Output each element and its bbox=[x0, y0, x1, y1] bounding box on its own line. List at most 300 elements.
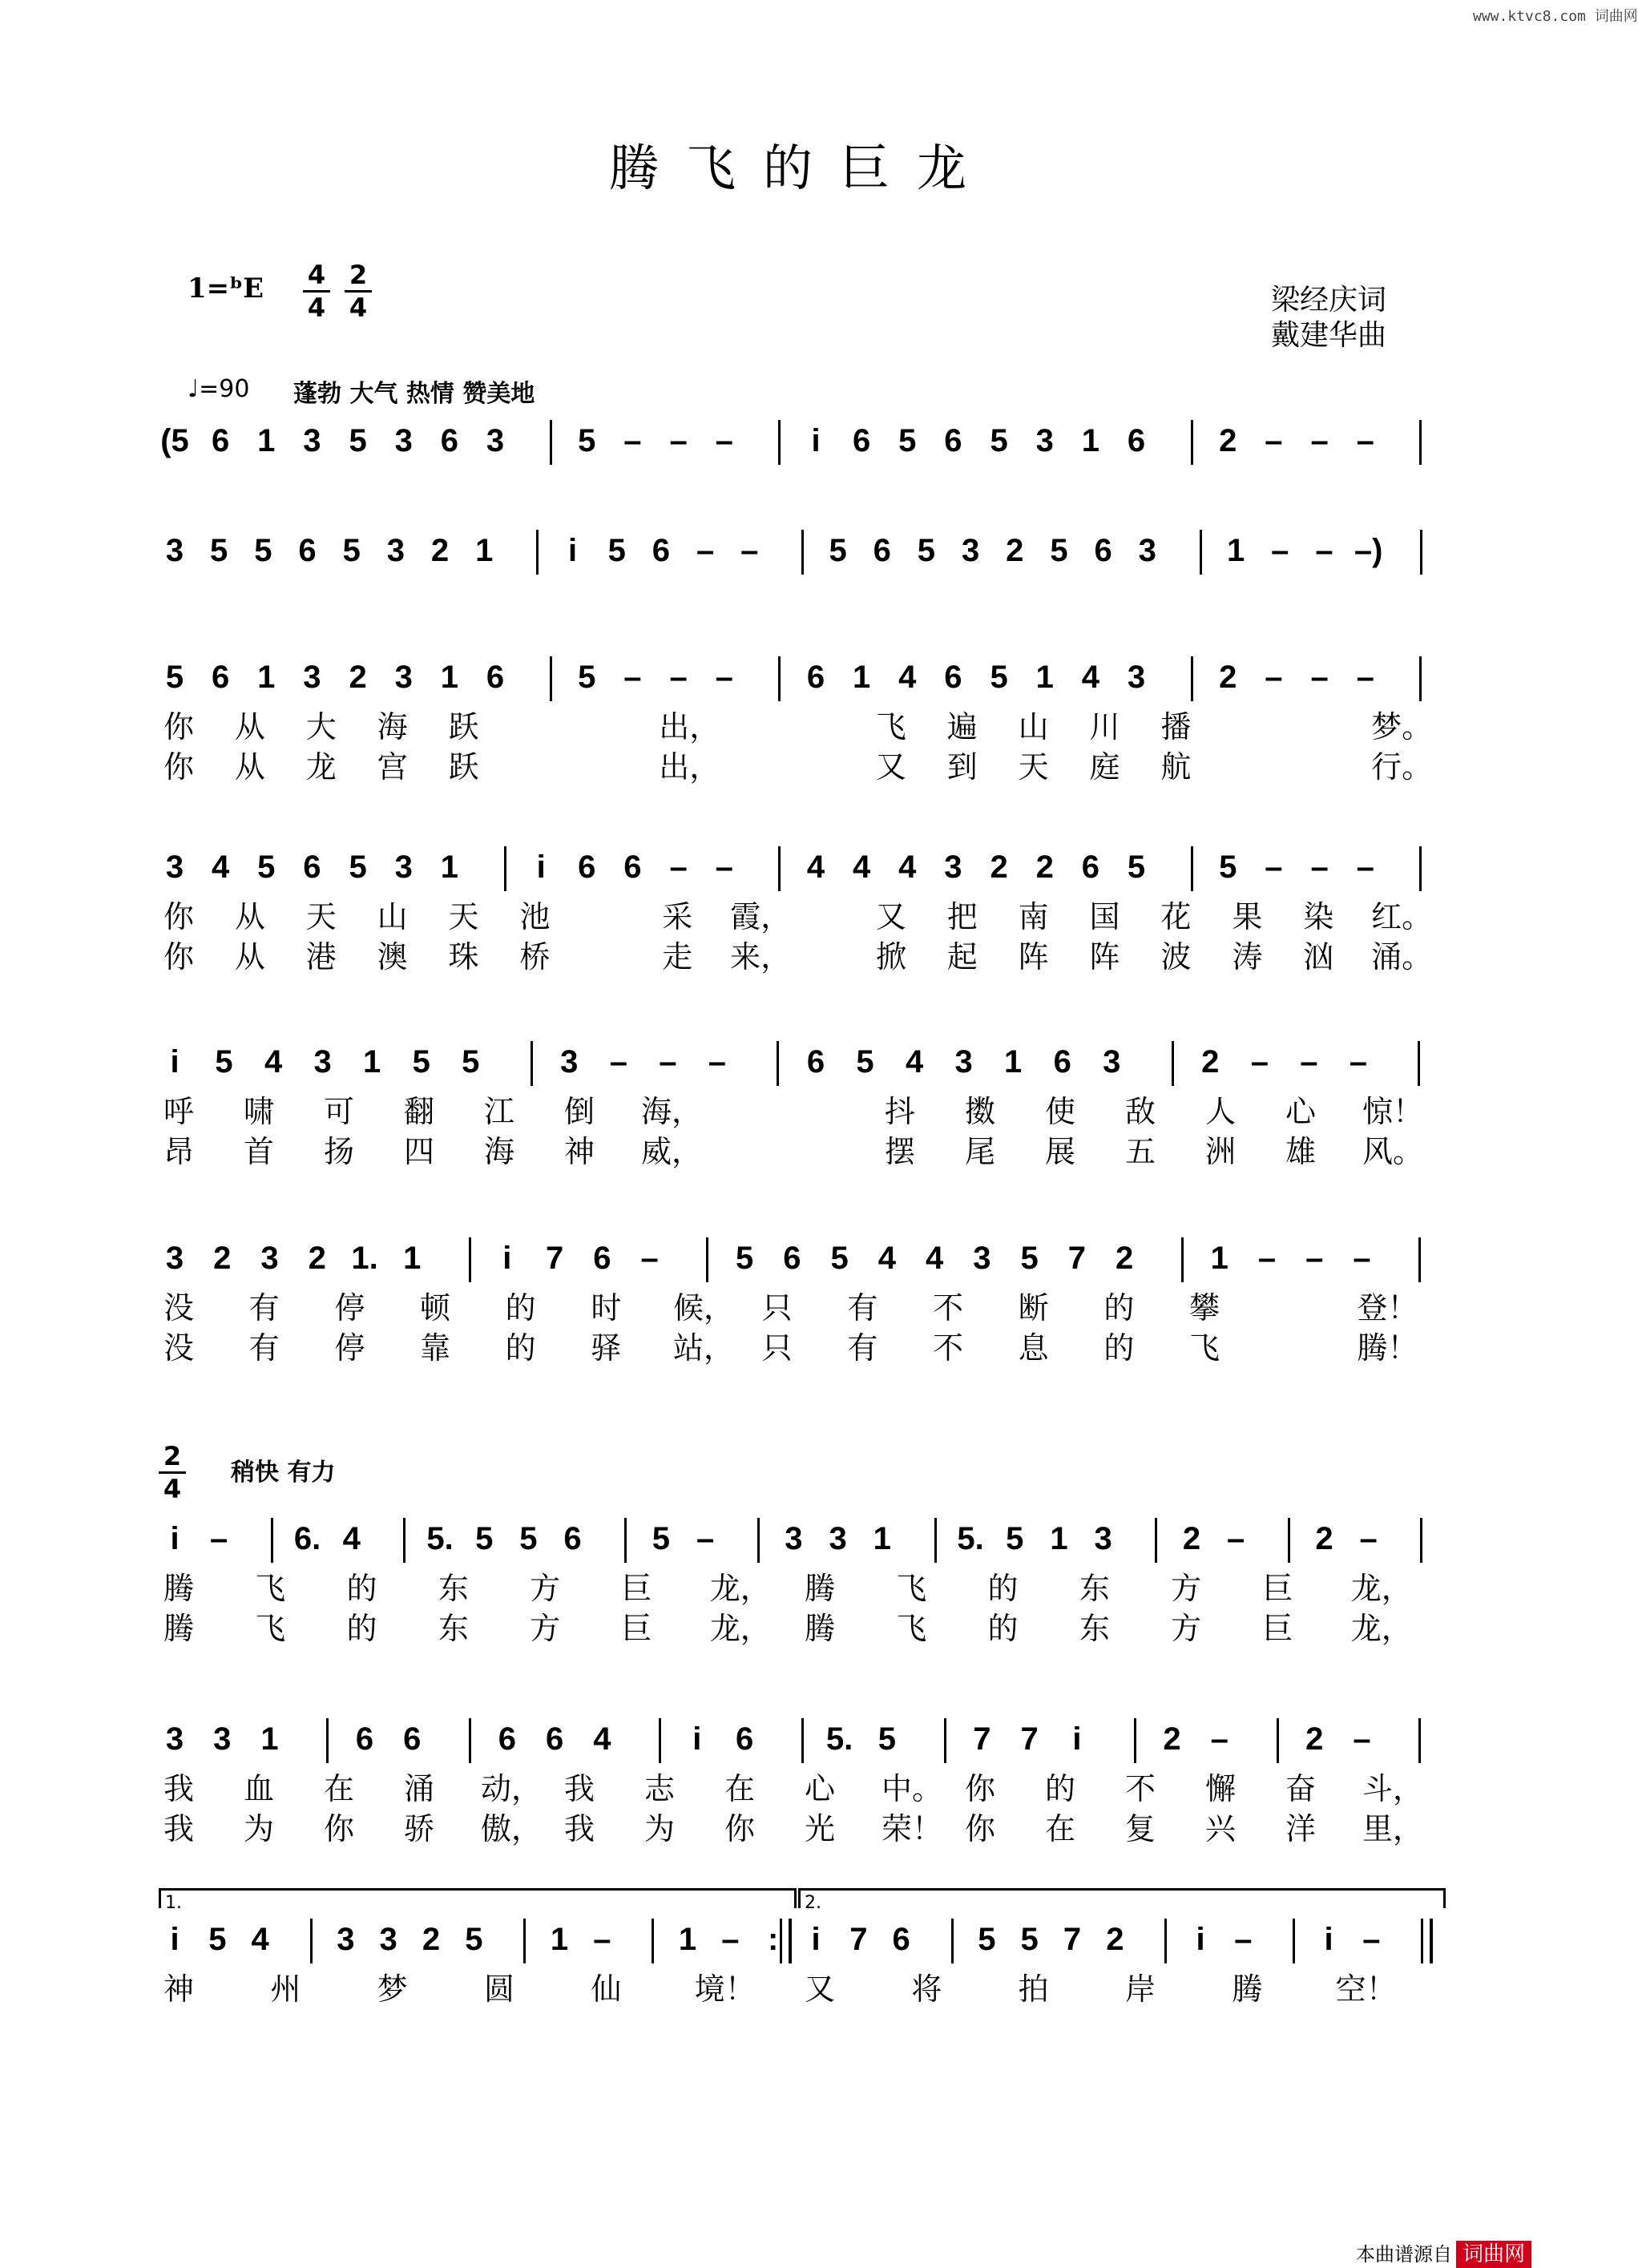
note: 1 bbox=[257, 660, 276, 695]
note: 5 bbox=[349, 849, 367, 885]
note: 2 bbox=[1035, 849, 1054, 885]
lyric-verse2: 起 bbox=[946, 939, 978, 975]
barline bbox=[550, 656, 555, 701]
note: – bbox=[1265, 423, 1283, 458]
lyric-verse1: 方 bbox=[1171, 1571, 1202, 1606]
note: 4 bbox=[342, 1521, 361, 1556]
note: 3 bbox=[313, 1044, 332, 1080]
time-signature-1 bbox=[303, 261, 330, 321]
note: 3 bbox=[1094, 1521, 1112, 1556]
lyric-verse2: 风。 bbox=[1362, 1134, 1424, 1169]
note: 2 bbox=[990, 849, 1008, 885]
lyric-verse2: 有 bbox=[847, 1330, 878, 1366]
note: i bbox=[502, 1241, 512, 1276]
lyric-verse2: 息 bbox=[1018, 1330, 1049, 1366]
barline bbox=[951, 1919, 956, 1963]
barline bbox=[469, 1718, 474, 1763]
barline bbox=[778, 846, 783, 891]
note: 6 bbox=[1053, 1044, 1071, 1080]
lyric-verse1: 岸 bbox=[1124, 1971, 1156, 2007]
lyric-verse1: 顿 bbox=[419, 1290, 450, 1326]
ending-1-bracket bbox=[159, 1888, 797, 1908]
time-sig-2-numerator: 2 bbox=[349, 260, 368, 290]
lyric-verse2: 停 bbox=[334, 1330, 365, 1366]
note: 5 bbox=[412, 1044, 430, 1080]
section2-time-numerator: 2 bbox=[163, 1441, 182, 1471]
lyric-verse2: 龙， bbox=[709, 1611, 771, 1646]
barline bbox=[801, 1718, 806, 1763]
note: – bbox=[721, 1922, 740, 1957]
note: 3 bbox=[165, 1241, 184, 1276]
barline bbox=[536, 530, 541, 575]
note: 3 bbox=[165, 849, 184, 885]
note: i bbox=[692, 1721, 702, 1757]
note: 6 bbox=[212, 423, 230, 458]
composer-credit: 戴建华曲 bbox=[1271, 319, 1387, 352]
lyric-verse1: 擞 bbox=[964, 1094, 995, 1129]
lyric-verse2: 巨 bbox=[1262, 1611, 1293, 1646]
lyric-verse1: 腾 bbox=[804, 1571, 835, 1606]
note: 5 bbox=[829, 533, 847, 568]
note: 4 bbox=[853, 849, 871, 885]
note: 5 bbox=[1219, 849, 1237, 885]
note: 2 bbox=[213, 1241, 232, 1276]
note: 6 bbox=[403, 1721, 422, 1757]
note: 2 bbox=[349, 660, 367, 695]
lyric-verse1: 人 bbox=[1204, 1094, 1236, 1129]
note: 6 bbox=[873, 533, 891, 568]
barline bbox=[944, 1718, 949, 1763]
note: i bbox=[811, 1922, 821, 1957]
lyric-verse1: 龙， bbox=[709, 1571, 771, 1606]
lyric-verse2: 庭 bbox=[1089, 749, 1120, 785]
note: 3 bbox=[961, 533, 980, 568]
lyric-verse2: 为 bbox=[644, 1811, 675, 1846]
note: 5 bbox=[342, 533, 361, 568]
lyric-verse2: 海 bbox=[483, 1134, 514, 1169]
note: 3 bbox=[1127, 660, 1146, 695]
note: 3 bbox=[785, 1521, 803, 1556]
lyric-verse2: 珠 bbox=[448, 939, 479, 975]
lyric-verse1: 境！ bbox=[694, 1971, 756, 2007]
lyric-verse2: 洲 bbox=[1204, 1134, 1236, 1169]
ending-2-label: 2. bbox=[805, 1893, 821, 1913]
note: 3 bbox=[165, 533, 184, 568]
lyric-verse2: 你 bbox=[163, 939, 194, 975]
note: 1 bbox=[1227, 533, 1245, 568]
watermark-top: www.ktvc8.com 词曲网 bbox=[1473, 8, 1638, 25]
lyric-verse1: 又 bbox=[804, 1971, 835, 2007]
lyric-verse1: 懈 bbox=[1204, 1771, 1236, 1806]
lyric-verse2: 腾 bbox=[804, 1611, 835, 1646]
lyric-verse2: 掀 bbox=[875, 939, 906, 975]
lyric-verse2: 展 bbox=[1044, 1134, 1075, 1169]
barline bbox=[403, 1518, 408, 1563]
note: – bbox=[210, 1521, 228, 1556]
lyric-verse2: 没 bbox=[163, 1330, 194, 1366]
note: 3 bbox=[394, 423, 413, 458]
note: 5 bbox=[1050, 533, 1068, 568]
barline bbox=[504, 846, 509, 891]
lyric-verse1: 在 bbox=[724, 1771, 755, 1806]
note: 1 bbox=[1050, 1521, 1068, 1556]
barline bbox=[531, 1041, 535, 1086]
note: 6 bbox=[652, 533, 671, 568]
note: 5 bbox=[208, 1922, 227, 1957]
note: 5 bbox=[856, 1044, 874, 1080]
lyric-verse2: 出， bbox=[659, 749, 720, 785]
lyric-verse1: 圆 bbox=[483, 1971, 514, 2007]
barline bbox=[1293, 1919, 1297, 1963]
lyric-verse2: 摆 bbox=[884, 1134, 915, 1169]
note: 4 bbox=[264, 1044, 283, 1080]
note: 4 bbox=[878, 1241, 896, 1276]
lyric-verse2: 飞 bbox=[255, 1611, 286, 1646]
note: 6 bbox=[806, 1044, 825, 1080]
note: 4 bbox=[806, 849, 825, 885]
note: – bbox=[1356, 849, 1374, 885]
lyric-verse1: 时 bbox=[591, 1290, 622, 1326]
lyric-verse2: 雄 bbox=[1285, 1134, 1316, 1169]
lyric-verse2: 洋 bbox=[1285, 1811, 1316, 1846]
note: – bbox=[1310, 423, 1329, 458]
lyric-verse1: 飞 bbox=[896, 1571, 927, 1606]
lyric-verse2: 扬 bbox=[323, 1134, 354, 1169]
note: 2 bbox=[1116, 1241, 1134, 1276]
note: 6 bbox=[1081, 849, 1099, 885]
lyric-verse1: 敌 bbox=[1124, 1094, 1156, 1129]
note: 4 bbox=[926, 1241, 944, 1276]
lyric-verse1: 志 bbox=[644, 1771, 675, 1806]
note: 2 bbox=[308, 1241, 326, 1276]
note: 5 bbox=[652, 1521, 671, 1556]
lyric-verse1: 在 bbox=[323, 1771, 354, 1806]
note: – bbox=[696, 1521, 715, 1556]
note: – bbox=[1300, 1044, 1318, 1080]
note: 4 bbox=[905, 1044, 924, 1080]
note: 6 bbox=[944, 660, 962, 695]
ending-1-label: 1. bbox=[165, 1893, 182, 1913]
barline bbox=[271, 1518, 276, 1563]
lyric-verse2: 澳 bbox=[377, 939, 408, 975]
note: 2 bbox=[1163, 1721, 1181, 1757]
barline bbox=[1419, 656, 1424, 701]
key-signature: 1=ᵇE bbox=[188, 272, 264, 305]
lyric-verse1: 心 bbox=[1285, 1094, 1316, 1129]
ending-2-bracket bbox=[798, 1888, 1446, 1908]
note: i bbox=[811, 423, 821, 458]
note: 6 bbox=[486, 660, 505, 695]
barline bbox=[1420, 530, 1425, 575]
lyric-verse1: 你 bbox=[163, 899, 194, 934]
lyric-verse1: 攀 bbox=[1188, 1290, 1220, 1326]
lyric-verse2: 东 bbox=[438, 1611, 469, 1646]
note: i bbox=[1324, 1922, 1333, 1957]
lyric-verse1: 遍 bbox=[946, 709, 978, 745]
note: 3 bbox=[260, 1241, 279, 1276]
barline bbox=[469, 1237, 474, 1282]
note: – bbox=[1353, 1721, 1371, 1757]
note: 5 bbox=[990, 423, 1008, 458]
lyric-verse2: 荣！ bbox=[882, 1811, 943, 1846]
note: 2 bbox=[422, 1922, 441, 1957]
barline bbox=[1419, 420, 1424, 465]
note: – bbox=[715, 849, 733, 885]
note: 1 bbox=[363, 1044, 381, 1080]
lyric-verse2: 首 bbox=[243, 1134, 274, 1169]
note: – bbox=[715, 660, 733, 695]
lyric-verse2: 从 bbox=[234, 749, 265, 785]
note: 1 bbox=[257, 423, 276, 458]
note: 3 bbox=[1103, 1044, 1121, 1080]
lyric-verse1: 神 bbox=[163, 1971, 194, 2007]
note: 5 bbox=[1020, 1241, 1039, 1276]
lyric-verse1: 动， bbox=[481, 1771, 543, 1806]
note: 5. bbox=[426, 1521, 454, 1556]
note: 3 bbox=[829, 1521, 847, 1556]
note: 1 bbox=[260, 1721, 279, 1757]
lyric-verse1: 龙， bbox=[1350, 1571, 1412, 1606]
barline bbox=[777, 1041, 781, 1086]
lyric-verse2: 站， bbox=[673, 1330, 735, 1366]
note: –) bbox=[1354, 533, 1383, 568]
barline bbox=[1164, 1919, 1169, 1963]
barline bbox=[1172, 1041, 1176, 1086]
note: 5 bbox=[917, 533, 936, 568]
lyric-verse1: 停 bbox=[334, 1290, 365, 1326]
lyric-verse2: 骄 bbox=[403, 1811, 434, 1846]
note: 1 bbox=[403, 1241, 422, 1276]
lyric-verse1: 从 bbox=[234, 899, 265, 934]
barline bbox=[1288, 1518, 1293, 1563]
section2-time-denominator: 4 bbox=[163, 1474, 182, 1504]
lyric-verse1: 的 bbox=[987, 1571, 1019, 1606]
lyric-verse2: 的 bbox=[987, 1611, 1019, 1646]
note: 5. bbox=[825, 1721, 853, 1757]
note: 3 bbox=[303, 423, 321, 458]
note: – bbox=[1310, 849, 1329, 885]
note: – bbox=[1234, 1922, 1253, 1957]
note: 4 bbox=[593, 1721, 611, 1757]
note: 4 bbox=[898, 849, 917, 885]
note: 2 bbox=[430, 533, 450, 568]
note: 6 bbox=[892, 1922, 910, 1957]
note: 3 bbox=[379, 1922, 397, 1957]
lyric-verse2: 宫 bbox=[377, 749, 408, 785]
barline bbox=[706, 1237, 711, 1282]
lyric-verse2: 港 bbox=[305, 939, 337, 975]
lyric-verse1: 海 bbox=[377, 709, 408, 745]
lyric-verse1: 斗， bbox=[1362, 1771, 1424, 1806]
note: 3 bbox=[386, 533, 405, 568]
lyric-verse2: 东 bbox=[1079, 1611, 1110, 1646]
lyric-verse1: 我 bbox=[163, 1771, 194, 1806]
note: – bbox=[1310, 660, 1329, 695]
note: – bbox=[669, 849, 688, 885]
note: 2 bbox=[1219, 660, 1237, 695]
note: 3 bbox=[1035, 423, 1054, 458]
note: – bbox=[669, 660, 688, 695]
note: 6 bbox=[806, 660, 825, 695]
note: 1 bbox=[440, 849, 458, 885]
note: 7 bbox=[1063, 1922, 1082, 1957]
note: 5 bbox=[257, 849, 276, 885]
note: 6 bbox=[578, 849, 596, 885]
song-title: 腾飞的巨龙 bbox=[608, 139, 994, 197]
lyric-verse1: 我 bbox=[563, 1771, 595, 1806]
barline bbox=[1181, 1237, 1186, 1282]
lyric-verse2: 你 bbox=[323, 1811, 354, 1846]
lyric-verse1: 梦。 bbox=[1371, 709, 1433, 745]
note: i bbox=[536, 849, 546, 885]
note: 3 bbox=[944, 849, 962, 885]
lyric-verse1: 惊！ bbox=[1362, 1094, 1424, 1129]
note: – bbox=[1271, 533, 1289, 568]
note: 4 bbox=[1081, 660, 1099, 695]
lyric-verse1: 把 bbox=[946, 899, 978, 934]
lyric-verse2: 涌。 bbox=[1371, 939, 1433, 975]
note: 5 bbox=[830, 1241, 849, 1276]
note: – bbox=[696, 533, 715, 568]
lyric-verse2: 波 bbox=[1160, 939, 1192, 975]
lyric-verse2: 飞 bbox=[896, 1611, 927, 1646]
note: – bbox=[1250, 1044, 1269, 1080]
note: – bbox=[609, 1044, 627, 1080]
lyric-verse2: 只 bbox=[761, 1330, 793, 1366]
lyric-verse1: 可 bbox=[323, 1094, 354, 1129]
note: 6 bbox=[212, 660, 230, 695]
note: – bbox=[1265, 660, 1283, 695]
note: 5 bbox=[578, 423, 596, 458]
barline bbox=[652, 1919, 656, 1963]
lyric-verse1: 登！ bbox=[1357, 1290, 1418, 1326]
lyric-verse2: 方 bbox=[1171, 1611, 1202, 1646]
note: – bbox=[1349, 1044, 1368, 1080]
barline bbox=[1419, 846, 1424, 891]
note: 2 bbox=[1315, 1521, 1333, 1556]
lyric-verse1: 红。 bbox=[1371, 899, 1433, 934]
lyric-verse2: 天 bbox=[1018, 749, 1049, 785]
lyric-verse2: 巨 bbox=[621, 1611, 652, 1646]
note: 5 bbox=[1006, 1521, 1024, 1556]
note: 1 bbox=[1081, 423, 1099, 458]
lyric-verse1: 奋 bbox=[1285, 1771, 1316, 1806]
note: 4 bbox=[898, 660, 917, 695]
note: i bbox=[170, 1521, 180, 1556]
barline bbox=[310, 1919, 315, 1963]
lyric-verse1: 州 bbox=[270, 1971, 301, 2007]
lyric-verse1: 只 bbox=[761, 1290, 793, 1326]
lyric-verse2: 不 bbox=[932, 1330, 963, 1366]
note: 3 bbox=[165, 1721, 184, 1757]
lyric-verse2: 你 bbox=[724, 1811, 755, 1846]
lyric-verse1: 的 bbox=[1103, 1290, 1135, 1326]
lyric-verse2: 龙， bbox=[1350, 1611, 1412, 1646]
note: – bbox=[640, 1241, 659, 1276]
lyric-verse1: 国 bbox=[1089, 899, 1120, 934]
lyric-verse1: 候， bbox=[673, 1290, 735, 1326]
barline bbox=[1191, 420, 1196, 465]
note: i bbox=[1072, 1721, 1082, 1757]
note: 1 bbox=[1035, 660, 1054, 695]
barline bbox=[1418, 1041, 1422, 1086]
lyric-verse1: 巨 bbox=[621, 1571, 652, 1606]
note: 5 bbox=[465, 1922, 483, 1957]
lyric-verse2: 腾 bbox=[163, 1611, 194, 1646]
note: 5 bbox=[878, 1721, 896, 1757]
lyric-verse2: 靠 bbox=[419, 1330, 450, 1366]
lyric-verse2: 行。 bbox=[1371, 749, 1433, 785]
note: – bbox=[715, 423, 733, 458]
barline bbox=[1191, 846, 1196, 891]
note: 3 bbox=[394, 660, 413, 695]
note: 6 bbox=[1127, 423, 1146, 458]
note: – bbox=[1362, 1922, 1381, 1957]
barline bbox=[550, 420, 555, 465]
note: 6 bbox=[298, 533, 317, 568]
note: 5 bbox=[462, 1044, 480, 1080]
note: – bbox=[740, 533, 759, 568]
tempo-mark: ♩=90 bbox=[188, 375, 250, 403]
lyric-verse2: 尾 bbox=[964, 1134, 995, 1169]
note: 1 bbox=[550, 1922, 569, 1957]
lyric-verse1: 采 bbox=[662, 899, 693, 934]
lyric-verse2: 里， bbox=[1362, 1811, 1424, 1846]
lyricist-credit: 梁经庆词 bbox=[1271, 284, 1387, 317]
lyric-verse1: 跃 bbox=[448, 709, 479, 745]
note: 2 bbox=[1305, 1721, 1324, 1757]
lyric-verse1: 东 bbox=[1079, 1571, 1110, 1606]
lyric-verse1: 染 bbox=[1303, 899, 1334, 934]
lyric-verse1: 天 bbox=[448, 899, 479, 934]
note: 7 bbox=[973, 1721, 991, 1757]
note: 6. bbox=[293, 1521, 321, 1556]
lyric-verse1: 飞 bbox=[875, 709, 906, 745]
lyric-verse1: 池 bbox=[519, 899, 551, 934]
note: 5 bbox=[978, 1922, 996, 1957]
lyric-verse2: 在 bbox=[1044, 1811, 1075, 1846]
lyric-verse2: 汹 bbox=[1303, 939, 1334, 975]
barline bbox=[326, 1718, 331, 1763]
note: 6 bbox=[735, 1721, 754, 1757]
note: 1 bbox=[853, 660, 871, 695]
lyric-verse1: 不 bbox=[932, 1290, 963, 1326]
lyric-verse1: 腾 bbox=[1232, 1971, 1263, 2007]
note: 6 bbox=[563, 1521, 582, 1556]
note: i bbox=[170, 1922, 180, 1957]
note: 2 bbox=[1106, 1922, 1124, 1957]
note: 4 bbox=[251, 1922, 269, 1957]
lyric-verse2: 涛 bbox=[1232, 939, 1263, 975]
note: 6 bbox=[498, 1721, 516, 1757]
note: 7 bbox=[1020, 1721, 1039, 1757]
lyric-verse1: 果 bbox=[1232, 899, 1263, 934]
lyric-verse2: 跃 bbox=[448, 749, 479, 785]
note: 1. bbox=[351, 1241, 378, 1276]
note: 2 bbox=[1219, 423, 1237, 458]
lyric-verse2: 阵 bbox=[1089, 939, 1120, 975]
note: 6 bbox=[440, 423, 458, 458]
note: 7 bbox=[849, 1922, 868, 1957]
lyric-verse2: 到 bbox=[946, 749, 978, 785]
lyric-verse1: 中。 bbox=[882, 1771, 943, 1806]
note: 1 bbox=[475, 533, 494, 568]
time-signature-2 bbox=[345, 261, 372, 321]
lyric-verse2: 傲， bbox=[481, 1811, 543, 1846]
lyric-verse2: 的 bbox=[505, 1330, 536, 1366]
lyric-verse2: 走 bbox=[662, 939, 693, 975]
lyric-verse1: 断 bbox=[1018, 1290, 1049, 1326]
